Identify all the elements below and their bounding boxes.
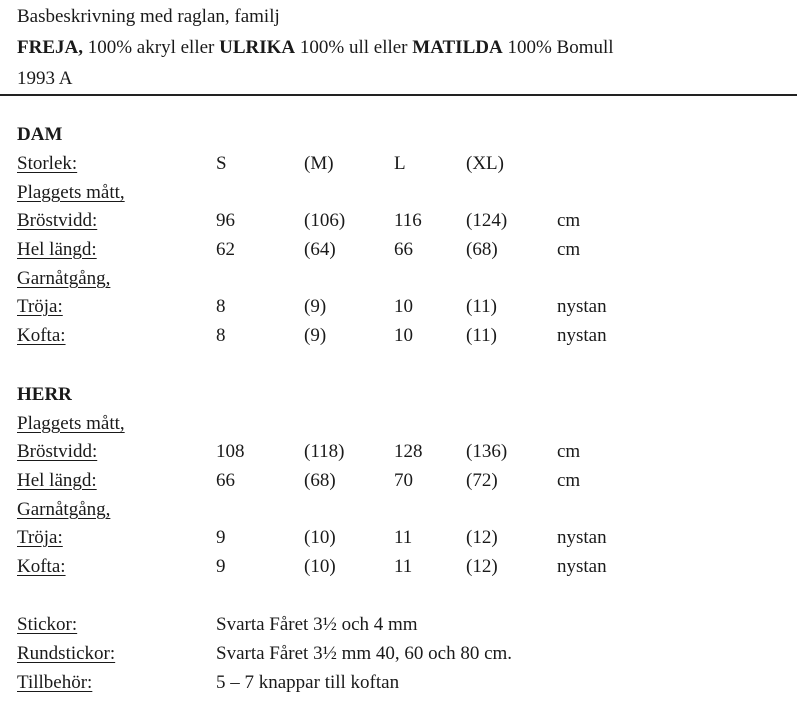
table-cell: (9): [304, 325, 327, 346]
table-row: [0, 180, 797, 206]
yarn-ulrika: ULRIKA: [219, 37, 296, 58]
table-row: [0, 237, 797, 263]
table-cell: (118): [304, 441, 345, 462]
table-cell: 116: [394, 210, 422, 231]
table-cell: (68): [304, 470, 336, 491]
table-cell: (10): [304, 527, 336, 548]
table-cell: 128: [394, 441, 423, 462]
yarn-matilda-desc: 100% Bomull: [502, 37, 614, 58]
table-row: [0, 411, 797, 437]
table-row: [0, 439, 797, 465]
table-cell: 10: [394, 325, 413, 346]
table-cell: (10): [304, 556, 336, 577]
row-label: Bröstvidd:: [17, 210, 98, 231]
table-row: [0, 151, 797, 177]
material-label: Stickor:: [17, 614, 78, 635]
material-row: [0, 670, 797, 696]
table-cell: (9): [304, 296, 327, 317]
yarn-line: [17, 37, 614, 59]
row-label: Garnåtgång,: [17, 499, 111, 520]
table-cell: (106): [304, 210, 346, 231]
material-value: 5 – 7 knappar till koftan: [216, 672, 400, 693]
table-cell: nystan: [557, 325, 607, 346]
row-label: Tröja:: [17, 527, 63, 548]
row-label: Kofta:: [17, 325, 66, 346]
row-label: Hel längd:: [17, 239, 97, 260]
row-label: Hel längd:: [17, 470, 97, 491]
table-cell: nystan: [557, 527, 607, 548]
yarn-freja-desc: 100% akryl eller: [82, 37, 220, 58]
table-row: [0, 208, 797, 234]
table-cell: 8: [216, 296, 226, 317]
table-cell: 8: [216, 325, 226, 346]
table-cell: 11: [394, 556, 413, 577]
table-cell: (124): [466, 210, 508, 231]
material-row: [0, 612, 797, 638]
table-cell: 108: [216, 441, 245, 462]
table-cell: (M): [304, 153, 334, 174]
table-cell: (64): [304, 239, 336, 260]
table-cell: 96: [216, 210, 235, 231]
table-cell: cm: [557, 441, 581, 462]
table-cell: cm: [557, 239, 581, 260]
table-row: [0, 497, 797, 523]
table-cell: nystan: [557, 296, 607, 317]
table-row: [0, 554, 797, 580]
material-label: Tillbehör:: [17, 672, 93, 693]
table-cell: cm: [557, 210, 581, 231]
row-label: Garnåtgång,: [17, 268, 111, 289]
table-cell: L: [394, 153, 406, 174]
table-cell: 10: [394, 296, 413, 317]
table-cell: S: [216, 153, 227, 174]
row-label: Plaggets mått,: [17, 413, 125, 434]
section-title-herr: HERR: [17, 384, 72, 405]
row-label: Tröja:: [17, 296, 63, 317]
row-label: Storlek:: [17, 153, 78, 174]
table-cell: 66: [394, 239, 413, 260]
table-cell: cm: [557, 470, 581, 491]
table-cell: 66: [216, 470, 235, 491]
table-row: [0, 323, 797, 349]
table-cell: 9: [216, 527, 226, 548]
table-cell: (72): [466, 470, 498, 491]
material-value: Svarta Fåret 3½ och 4 mm: [216, 614, 418, 635]
table-cell: 11: [394, 527, 413, 548]
pattern-number: 1993 A: [17, 68, 73, 89]
table-row: [0, 266, 797, 292]
yarn-matilda: MATILDA: [412, 37, 503, 58]
row-label: Kofta:: [17, 556, 66, 577]
table-row: [0, 294, 797, 320]
header-divider: [0, 94, 797, 96]
table-cell: 62: [216, 239, 235, 260]
row-label: Bröstvidd:: [17, 441, 98, 462]
material-row: [0, 641, 797, 667]
material-value: Svarta Fåret 3½ mm 40, 60 och 80 cm.: [216, 643, 513, 664]
table-cell: (11): [466, 325, 497, 346]
doc-subtitle: Basbeskrivning med raglan, familj: [17, 6, 280, 27]
yarn-ulrika-desc: 100% ull eller: [295, 37, 413, 58]
table-cell: (136): [466, 441, 508, 462]
table-row: [0, 468, 797, 494]
table-cell: (XL): [466, 153, 504, 174]
table-cell: 70: [394, 470, 413, 491]
table-cell: (11): [466, 296, 497, 317]
material-label: Rundstickor:: [17, 643, 116, 664]
section-title-dam: DAM: [17, 124, 63, 145]
table-row: [0, 525, 797, 551]
row-label: Plaggets mått,: [17, 182, 125, 203]
table-cell: (12): [466, 556, 498, 577]
table-cell: (12): [466, 527, 498, 548]
table-cell: nystan: [557, 556, 607, 577]
table-cell: (68): [466, 239, 498, 260]
yarn-freja: FREJA,: [17, 37, 83, 58]
table-cell: 9: [216, 556, 226, 577]
